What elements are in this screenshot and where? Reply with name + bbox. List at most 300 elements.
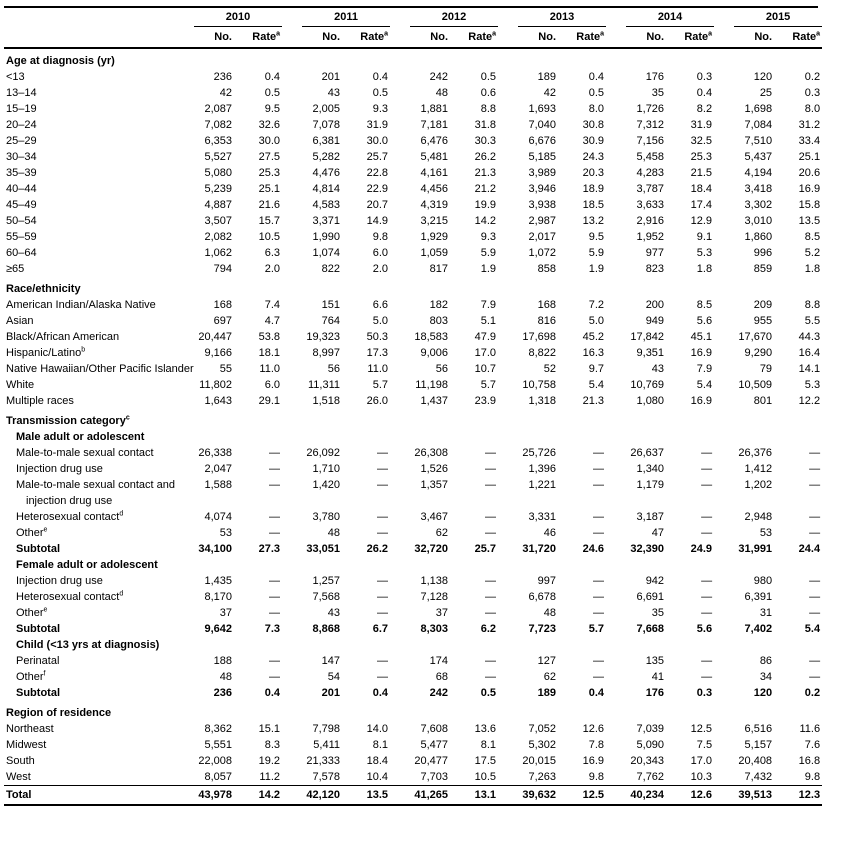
rate-footnote: a xyxy=(708,30,713,38)
no-cell: 43 xyxy=(651,363,665,375)
rate-cell: — xyxy=(485,671,497,683)
rate-cell: 8.5 xyxy=(696,299,713,311)
table-row xyxy=(4,377,822,393)
col-gap xyxy=(390,345,410,361)
table-row xyxy=(4,297,822,313)
row-label: Total xyxy=(4,786,194,806)
col-gap xyxy=(714,685,734,701)
col-gap xyxy=(498,786,518,806)
row-label: Male-to-male sexual contact xyxy=(16,447,154,459)
table-row xyxy=(4,753,822,769)
rate-cell: 6.0 xyxy=(264,379,281,391)
rate-cell: — xyxy=(701,447,713,459)
rate-cell: 1.8 xyxy=(804,263,821,275)
rate-cell: — xyxy=(701,591,713,603)
no-cell: 1,340 xyxy=(636,463,665,475)
no-cell: 79 xyxy=(759,363,773,375)
no-cell: 52 xyxy=(543,363,557,375)
no-cell: 7,668 xyxy=(636,623,665,635)
rate-cell: 30.0 xyxy=(258,135,281,147)
no-cell: 200 xyxy=(645,299,665,311)
col-gap xyxy=(606,133,626,149)
no-cell: 7,432 xyxy=(744,771,773,783)
no-cell: 5,185 xyxy=(528,151,557,163)
row-label: 13–14 xyxy=(6,87,37,99)
row-label: ≥65 xyxy=(6,263,25,275)
no-cell: 1,726 xyxy=(636,103,665,115)
col-gap xyxy=(714,445,734,461)
rate-cell: — xyxy=(809,591,821,603)
no-cell: 20,408 xyxy=(738,755,773,767)
col-gap xyxy=(390,525,410,541)
no-cell: 4,161 xyxy=(420,167,449,179)
col-gap xyxy=(606,477,626,493)
footnote-mark: e xyxy=(43,526,48,534)
rate-cell: 7.3 xyxy=(264,623,281,635)
no-cell: 4,283 xyxy=(636,167,665,179)
rate-cell: 25.1 xyxy=(258,183,281,195)
no-cell: 8,997 xyxy=(312,347,341,359)
no-cell: 4,476 xyxy=(312,167,341,179)
no-cell: 6,678 xyxy=(528,591,557,603)
col-gap xyxy=(390,329,410,345)
rate-cell: 14.2 xyxy=(234,786,282,806)
no-cell: 135 xyxy=(645,655,665,667)
no-cell: 4,887 xyxy=(204,199,232,211)
rate-cell: 31.2 xyxy=(798,119,821,131)
rate-footnote: a xyxy=(276,30,281,38)
rate-cell: — xyxy=(809,511,821,523)
no-cell: 1,693 xyxy=(528,103,557,115)
no-cell: 18,583 xyxy=(414,331,449,343)
col-gap xyxy=(282,445,302,461)
no-cell: 34 xyxy=(759,671,773,683)
col-gap xyxy=(498,297,518,313)
col-gap xyxy=(282,685,302,701)
table-row xyxy=(4,525,822,541)
col-gap xyxy=(282,525,302,541)
no-cell: 9,290 xyxy=(744,347,773,359)
rate-cell: 11.0 xyxy=(367,363,389,375)
no-cell: 147 xyxy=(321,655,341,667)
col-gap xyxy=(498,541,518,557)
no-cell: 1,710 xyxy=(312,463,341,475)
col-gap xyxy=(498,621,518,637)
col-gap xyxy=(714,786,734,806)
no-header: No. xyxy=(194,27,234,49)
col-gap xyxy=(498,685,518,701)
no-cell: 42 xyxy=(543,87,557,99)
rate-cell: 45.1 xyxy=(690,331,713,343)
col-gap xyxy=(282,573,302,589)
col-gap xyxy=(606,117,626,133)
col-gap xyxy=(606,8,626,27)
rate-cell: — xyxy=(809,447,821,459)
table-row xyxy=(4,85,822,101)
rate-cell: 13.6 xyxy=(474,723,497,735)
no-cell: 5,527 xyxy=(204,151,232,163)
rate-cell: 0.5 xyxy=(480,687,497,699)
rate-footnote: a xyxy=(816,30,821,38)
rate-cell: — xyxy=(593,575,605,587)
rate-cell: 0.5 xyxy=(372,87,389,99)
col-gap xyxy=(714,8,734,27)
rate-cell: 31.9 xyxy=(690,119,713,131)
rate-cell: 25.1 xyxy=(798,151,821,163)
no-cell: 25 xyxy=(759,87,773,99)
rate-cell: 29.1 xyxy=(258,395,281,407)
row-label: South xyxy=(6,755,35,767)
col-gap xyxy=(390,213,410,229)
no-cell: 822 xyxy=(321,263,341,275)
col-gap xyxy=(390,165,410,181)
no-cell: 6,353 xyxy=(204,135,232,147)
table-row xyxy=(4,361,822,377)
rate-cell: 0.4 xyxy=(264,71,281,83)
no-cell: 188 xyxy=(213,655,232,667)
col-gap xyxy=(390,461,410,477)
rate-cell: — xyxy=(269,463,281,475)
rate-cell: — xyxy=(269,527,281,539)
rate-cell: 11.2 xyxy=(259,771,281,783)
col-gap xyxy=(498,329,518,345)
no-cell: 43 xyxy=(327,87,341,99)
rate-cell: 5.7 xyxy=(588,623,605,635)
no-cell: 5,090 xyxy=(636,739,665,751)
col-gap xyxy=(282,313,302,329)
no-cell: 48 xyxy=(543,607,557,619)
rate-cell: 5.3 xyxy=(804,379,821,391)
rate-cell: 16.9 xyxy=(690,395,713,407)
table-row xyxy=(4,117,822,133)
rate-cell: — xyxy=(377,511,389,523)
no-cell: 1,059 xyxy=(420,247,449,259)
col-gap xyxy=(714,377,734,393)
no-cell: 62 xyxy=(543,671,557,683)
no-cell: 26,376 xyxy=(738,447,773,459)
subheader-row xyxy=(4,27,822,49)
no-cell: 5,411 xyxy=(313,739,341,751)
row-label: Subtotal xyxy=(16,543,60,555)
rate-cell: — xyxy=(377,575,389,587)
rate-cell: 5.4 xyxy=(588,379,605,391)
no-cell: 5,481 xyxy=(420,151,449,163)
col-gap xyxy=(390,769,410,786)
col-gap xyxy=(390,313,410,329)
no-cell: 201 xyxy=(321,71,341,83)
no-cell: 1,643 xyxy=(204,395,232,407)
no-cell: 5,282 xyxy=(312,151,341,163)
no-cell: 3,507 xyxy=(204,215,232,227)
col-gap xyxy=(606,329,626,345)
no-cell: 242 xyxy=(429,71,449,83)
rate-cell: 9.7 xyxy=(588,363,605,375)
col-gap xyxy=(498,445,518,461)
no-cell: 6,516 xyxy=(744,723,773,735)
rate-cell: — xyxy=(809,479,821,491)
rate-cell: 6.3 xyxy=(264,247,281,259)
row-label: Hispanic/Latino$^b$ xyxy=(6,346,86,359)
no-cell: 5,302 xyxy=(528,739,557,751)
col-gap xyxy=(498,261,518,277)
no-cell: 26,637 xyxy=(630,447,665,459)
no-cell: 817 xyxy=(429,263,449,275)
row-label: Black/African American xyxy=(6,331,120,343)
rate-cell: 13.5 xyxy=(342,786,390,806)
col-gap xyxy=(498,573,518,589)
table-row xyxy=(4,313,822,329)
rate-cell: 50.3 xyxy=(366,331,389,343)
no-cell: 7,084 xyxy=(744,119,773,131)
group-child xyxy=(4,637,822,653)
rate-cell: 16.9 xyxy=(582,755,605,767)
no-cell: 182 xyxy=(429,299,449,311)
row-label: 20–24 xyxy=(6,119,37,131)
rate-cell: — xyxy=(485,511,497,523)
col-gap xyxy=(714,605,734,621)
col-gap xyxy=(606,393,626,409)
col-gap xyxy=(498,181,518,197)
row-label: Subtotal xyxy=(16,687,60,699)
row-label: 55–59 xyxy=(6,231,37,243)
col-gap xyxy=(390,261,410,277)
rate-cell: — xyxy=(809,527,821,539)
rate-cell: 5.6 xyxy=(696,315,713,327)
rate-cell: — xyxy=(485,527,497,539)
section-transmission xyxy=(4,409,822,429)
col-gap xyxy=(714,213,734,229)
col-gap xyxy=(606,737,626,753)
no-cell: 26,338 xyxy=(198,447,232,459)
row-label: West xyxy=(6,771,31,783)
no-cell: 6,391 xyxy=(744,591,773,603)
table-row xyxy=(4,573,822,589)
rate-cell: 5.0 xyxy=(372,315,389,327)
col-gap xyxy=(390,229,410,245)
rate-cell: 1.9 xyxy=(480,263,497,275)
rate-cell: 15.1 xyxy=(258,723,281,735)
col-gap xyxy=(390,753,410,769)
rate-cell: 24.3 xyxy=(582,151,605,163)
rate-cell: 8.1 xyxy=(372,739,389,751)
col-gap xyxy=(282,69,302,85)
rate-cell: 9.5 xyxy=(588,231,605,243)
col-gap xyxy=(714,461,734,477)
no-cell: 120 xyxy=(753,687,773,699)
col-gap xyxy=(606,261,626,277)
no-cell: 8,822 xyxy=(528,347,557,359)
row-label: Region of residence xyxy=(6,707,112,719)
no-cell: 3,780 xyxy=(312,511,341,523)
row-label: injection drug use xyxy=(26,495,113,507)
col-gap xyxy=(606,361,626,377)
no-cell: 6,476 xyxy=(420,135,449,147)
col-gap xyxy=(606,297,626,313)
col-gap xyxy=(390,245,410,261)
rate-cell: 17.3 xyxy=(366,347,389,359)
rate-cell: — xyxy=(377,607,389,619)
no-cell: 2,987 xyxy=(528,215,557,227)
col-gap xyxy=(714,165,734,181)
rate-cell: 25.3 xyxy=(690,151,713,163)
no-cell: 7,723 xyxy=(528,623,557,635)
no-cell: 32,390 xyxy=(630,543,665,555)
no-cell: 6,691 xyxy=(636,591,665,603)
rate-cell: 13.2 xyxy=(582,215,605,227)
col-gap xyxy=(282,27,302,49)
col-gap xyxy=(282,8,302,27)
year-header: 2014 xyxy=(626,8,714,27)
table-row xyxy=(4,621,822,637)
col-gap xyxy=(390,621,410,637)
rate-cell: 0.3 xyxy=(696,71,713,83)
no-cell: 7,312 xyxy=(636,119,665,131)
table-row xyxy=(4,509,822,525)
rate-cell: 14.1 xyxy=(798,363,821,375)
rate-cell: — xyxy=(269,607,281,619)
row-label: 60–64 xyxy=(6,247,37,259)
table-row xyxy=(4,461,822,477)
table-row xyxy=(4,181,822,197)
rate-cell: 16.8 xyxy=(798,755,821,767)
col-gap xyxy=(282,297,302,313)
col-gap xyxy=(606,621,626,637)
row-label: 25–29 xyxy=(6,135,37,147)
rate-cell: — xyxy=(593,671,605,683)
no-cell: 980 xyxy=(753,575,773,587)
col-gap xyxy=(498,737,518,753)
rate-cell: — xyxy=(377,479,389,491)
rate-cell: 0.3 xyxy=(696,687,713,699)
row-label: Transmission category$^c$ xyxy=(6,414,130,427)
col-gap xyxy=(390,721,410,737)
col-gap xyxy=(498,197,518,213)
no-cell: 176 xyxy=(645,687,665,699)
rate-cell: 27.3 xyxy=(258,543,281,555)
row-label: Subtotal xyxy=(16,623,60,635)
col-gap xyxy=(714,245,734,261)
col-gap xyxy=(498,753,518,769)
no-cell: 1,396 xyxy=(528,463,557,475)
rate-cell: 5.3 xyxy=(696,247,713,259)
no-header: No. xyxy=(410,27,450,49)
rate-cell: — xyxy=(377,655,389,667)
no-cell: 86 xyxy=(759,655,773,667)
col-gap xyxy=(282,393,302,409)
no-cell: 823 xyxy=(645,263,665,275)
col-gap xyxy=(498,477,518,493)
rate-cell: 16.9 xyxy=(798,183,821,195)
rate-cell: 45.2 xyxy=(582,331,605,343)
rate-cell: — xyxy=(809,607,821,619)
rate-cell: 7.9 xyxy=(480,299,497,311)
rate-cell: 21.2 xyxy=(474,183,497,195)
no-cell: 10,758 xyxy=(522,379,557,391)
rate-cell: — xyxy=(485,607,497,619)
no-cell: 5,437 xyxy=(744,151,773,163)
table-row xyxy=(4,393,822,409)
no-cell: 62 xyxy=(435,527,449,539)
rate-cell: 8.0 xyxy=(804,103,821,115)
no-cell: 236 xyxy=(213,687,232,699)
table-row xyxy=(4,669,822,685)
no-cell: 7,156 xyxy=(636,135,665,147)
no-cell: 56 xyxy=(435,363,449,375)
no-cell: 242 xyxy=(429,687,449,699)
rate-cell: 8.8 xyxy=(480,103,497,115)
rate-cell: 30.0 xyxy=(366,135,389,147)
rate-cell: 12.6 xyxy=(666,786,714,806)
rate-cell: 0.4 xyxy=(372,71,389,83)
col-gap xyxy=(390,541,410,557)
no-cell: 3,187 xyxy=(636,511,665,523)
no-cell: 21,333 xyxy=(306,755,341,767)
rate-cell: — xyxy=(485,463,497,475)
no-cell: 764 xyxy=(321,315,341,327)
col-gap xyxy=(282,721,302,737)
rate-cell: — xyxy=(701,463,713,475)
footnote-mark: e xyxy=(43,606,48,614)
col-gap xyxy=(606,313,626,329)
no-cell: 3,787 xyxy=(636,183,665,195)
col-gap xyxy=(498,461,518,477)
col-gap xyxy=(714,69,734,85)
no-cell: 34,100 xyxy=(198,543,232,555)
no-cell: 9,642 xyxy=(204,623,232,635)
col-gap xyxy=(498,345,518,361)
rate-cell: 8.0 xyxy=(588,103,605,115)
rate-cell: 27.5 xyxy=(258,151,281,163)
col-gap xyxy=(498,525,518,541)
rate-cell: 1.8 xyxy=(696,263,713,275)
rate-cell: 25.3 xyxy=(258,167,281,179)
col-gap xyxy=(714,573,734,589)
row-label: Other$^e$ xyxy=(16,606,48,619)
no-cell: 20,343 xyxy=(630,755,665,767)
rate-cell: 17.0 xyxy=(474,347,497,359)
rate-cell: 47.9 xyxy=(474,331,497,343)
no-cell: 2,948 xyxy=(744,511,773,523)
section-race xyxy=(4,277,822,297)
no-cell: 4,583 xyxy=(312,199,341,211)
col-gap xyxy=(714,85,734,101)
col-gap xyxy=(282,361,302,377)
col-gap xyxy=(498,313,518,329)
rate-cell: 0.4 xyxy=(372,687,389,699)
col-gap xyxy=(390,445,410,461)
no-cell: 2,017 xyxy=(528,231,557,243)
col-gap xyxy=(282,737,302,753)
rate-cell: 10.4 xyxy=(366,771,389,783)
no-cell: 8,868 xyxy=(312,623,341,635)
col-gap xyxy=(714,737,734,753)
rate-cell: 26.2 xyxy=(366,543,389,555)
col-gap xyxy=(282,377,302,393)
no-cell: 7,402 xyxy=(744,623,773,635)
rate-cell: 18.1 xyxy=(258,347,281,359)
no-cell: 3,989 xyxy=(528,167,557,179)
col-gap xyxy=(390,509,410,525)
col-gap xyxy=(606,753,626,769)
col-gap xyxy=(390,197,410,213)
rate-cell: — xyxy=(701,671,713,683)
rate-cell: 7.2 xyxy=(588,299,605,311)
rate-cell: — xyxy=(593,591,605,603)
group-female xyxy=(4,557,822,573)
rate-cell: 11.6 xyxy=(799,723,821,735)
rate-cell: — xyxy=(809,463,821,475)
no-cell: 7,510 xyxy=(744,135,773,147)
